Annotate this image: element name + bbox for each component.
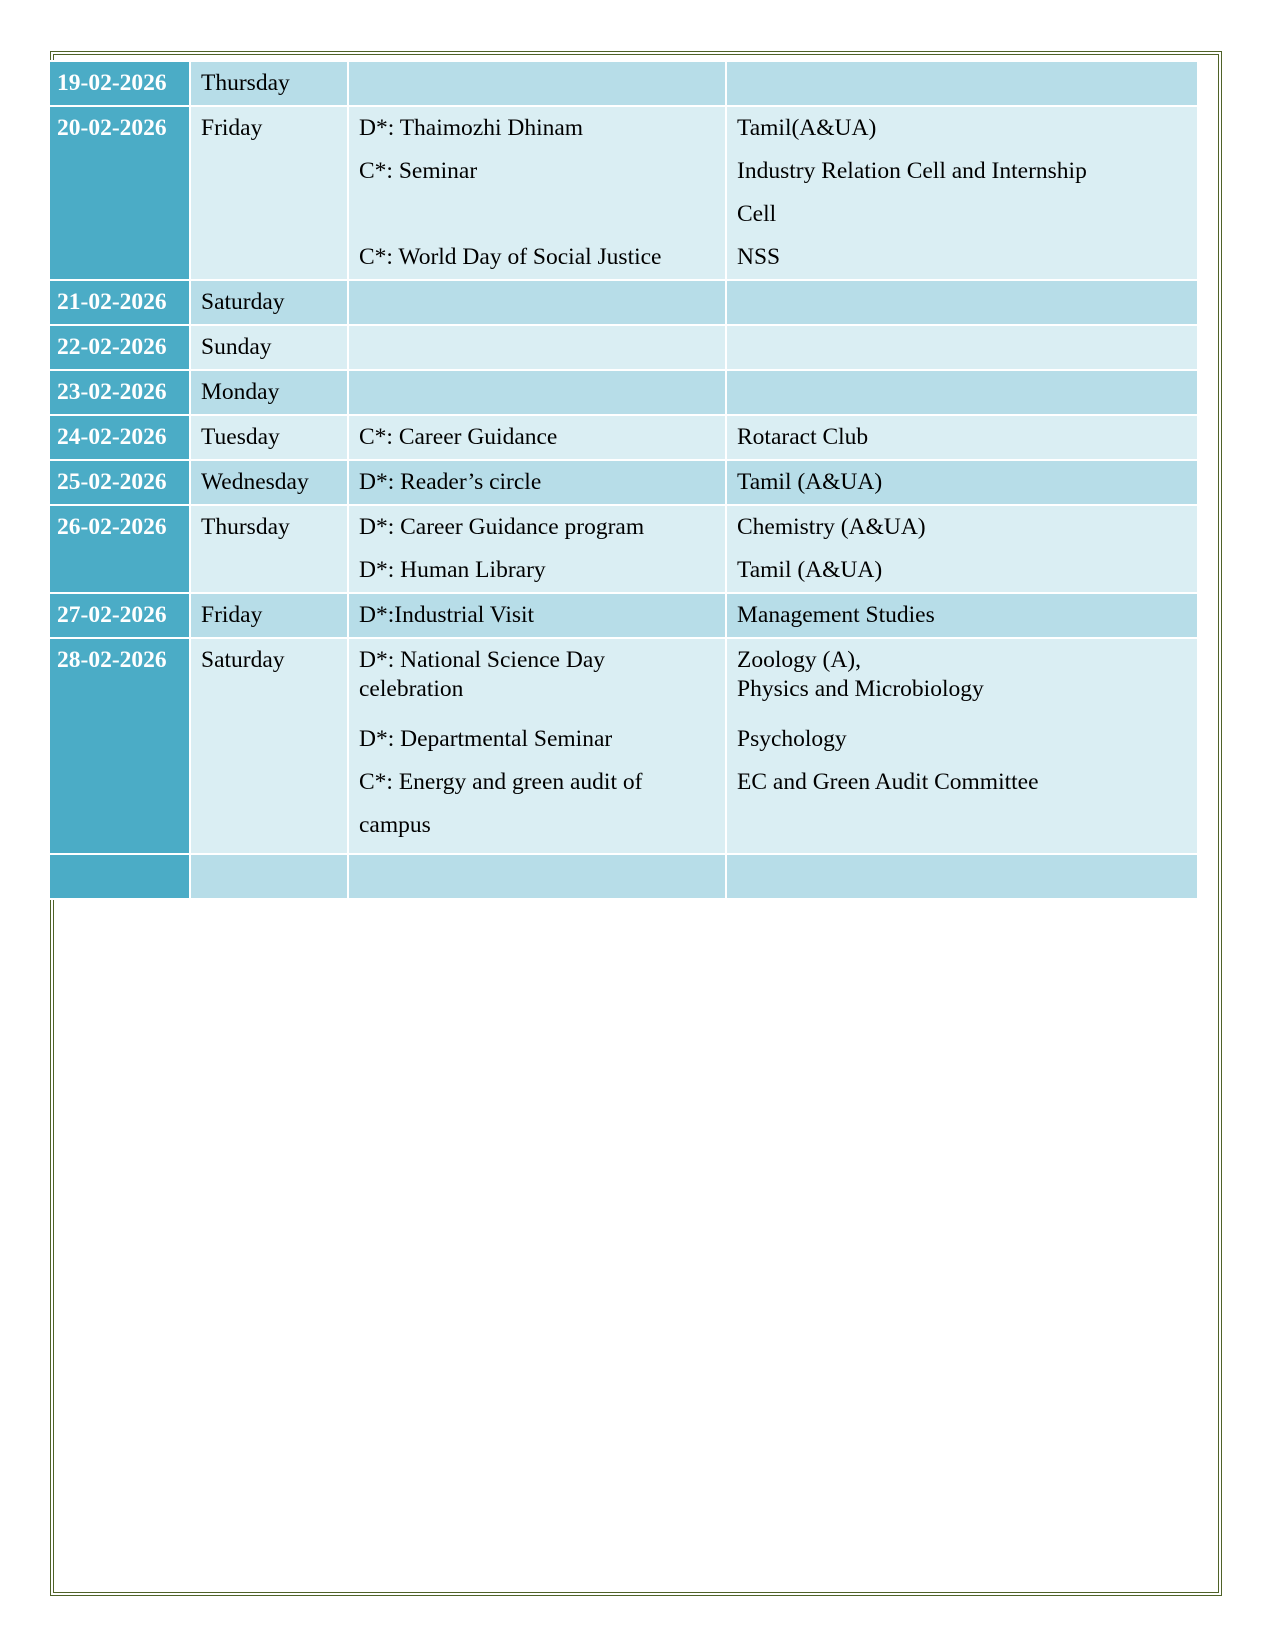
organizer-cell xyxy=(726,460,1198,505)
organizer-cell xyxy=(726,325,1198,370)
date-cell: 22-02-2026 xyxy=(57,334,167,360)
table-row xyxy=(49,505,1198,593)
date-cell: 26-02-2026 xyxy=(57,514,167,540)
table-row xyxy=(49,854,1198,899)
organizer-item: Psychology xyxy=(737,726,847,752)
organizer-item: Cell xyxy=(737,201,777,227)
event-cell xyxy=(348,370,726,415)
event-item: D*: Thaimozhi Dhinam xyxy=(359,115,584,141)
organizer-item: EC and Green Audit Committee xyxy=(737,769,1039,795)
organizer-cell xyxy=(726,638,1198,854)
organizer-item: Management Studies xyxy=(737,602,935,628)
event-cell xyxy=(348,415,726,460)
event-item: C*: World Day of Social Justice xyxy=(359,244,662,270)
event-cell xyxy=(348,61,726,106)
event-item: C*: Energy and green audit of xyxy=(359,769,643,795)
table-row xyxy=(49,638,1198,854)
event-item: D*: Reader’s circle xyxy=(359,469,542,495)
event-cell xyxy=(348,854,726,899)
date-cell: 24-02-2026 xyxy=(57,424,167,450)
event-cell xyxy=(348,593,726,638)
organizer-cell xyxy=(726,593,1198,638)
date-cell: 21-02-2026 xyxy=(57,289,167,315)
organizer-cell xyxy=(726,370,1198,415)
day-cell: Wednesday xyxy=(201,469,309,495)
event-item: celebration xyxy=(359,676,464,702)
organizer-item: Zoology (A), xyxy=(737,647,862,673)
event-cell xyxy=(348,280,726,325)
date-cell: 27-02-2026 xyxy=(57,602,167,628)
organizer-cell xyxy=(726,106,1198,280)
day-cell: Friday xyxy=(201,115,263,141)
event-cell xyxy=(348,460,726,505)
date-cell: 19-02-2026 xyxy=(57,70,167,96)
organizer-cell xyxy=(726,854,1198,899)
day-cell xyxy=(201,855,337,898)
event-item: D*: Career Guidance program xyxy=(359,514,645,540)
organizer-item: Tamil (A&UA) xyxy=(737,469,883,495)
organizer-item: Industry Relation Cell and Internship xyxy=(737,158,1087,184)
event-cell xyxy=(348,505,726,593)
event-item: C*: Seminar xyxy=(359,158,478,184)
organizer-item: Tamil (A&UA) xyxy=(737,557,883,583)
table-row xyxy=(49,280,1198,325)
organizer-item: Tamil(A&UA) xyxy=(737,115,877,141)
date-cell: 28-02-2026 xyxy=(57,647,167,673)
day-cell: Saturday xyxy=(201,289,285,315)
organizer-cell xyxy=(726,415,1198,460)
event-item: C*: Career Guidance xyxy=(359,424,558,450)
table-row xyxy=(49,106,1198,280)
day-cell: Tuesday xyxy=(201,424,280,450)
day-cell: Thursday xyxy=(201,70,290,96)
table-row xyxy=(49,593,1198,638)
date-cell: 25-02-2026 xyxy=(57,469,167,495)
date-cell: 20-02-2026 xyxy=(57,115,167,141)
organizer-item: Physics and Microbiology xyxy=(737,676,984,702)
table-row xyxy=(49,460,1198,505)
organizer-item: Rotaract Club xyxy=(737,424,869,450)
event-item: D*: National Science Day xyxy=(359,647,606,673)
table-row xyxy=(49,325,1198,370)
table-row xyxy=(49,415,1198,460)
day-cell: Thursday xyxy=(201,514,290,540)
date-cell: 23-02-2026 xyxy=(57,379,167,405)
event-calendar-table xyxy=(48,60,1199,900)
organizer-cell xyxy=(726,280,1198,325)
day-cell: Sunday xyxy=(201,334,272,360)
day-cell: Friday xyxy=(201,602,263,628)
table-row xyxy=(49,370,1198,415)
event-cell xyxy=(348,106,726,280)
event-cell xyxy=(348,325,726,370)
organizer-item: Chemistry (A&UA) xyxy=(737,514,926,540)
day-cell: Monday xyxy=(201,379,280,405)
event-cell xyxy=(348,638,726,854)
organizer-cell xyxy=(726,61,1198,106)
day-cell: Saturday xyxy=(201,647,285,673)
event-item: D*: Departmental Seminar xyxy=(359,726,613,752)
date-cell xyxy=(57,855,179,898)
event-item: campus xyxy=(359,812,431,838)
table-row xyxy=(49,61,1198,106)
event-item: D*:Industrial Visit xyxy=(359,602,535,628)
event-item: D*: Human Library xyxy=(359,557,546,583)
organizer-cell xyxy=(726,505,1198,593)
organizer-item: NSS xyxy=(737,244,781,270)
